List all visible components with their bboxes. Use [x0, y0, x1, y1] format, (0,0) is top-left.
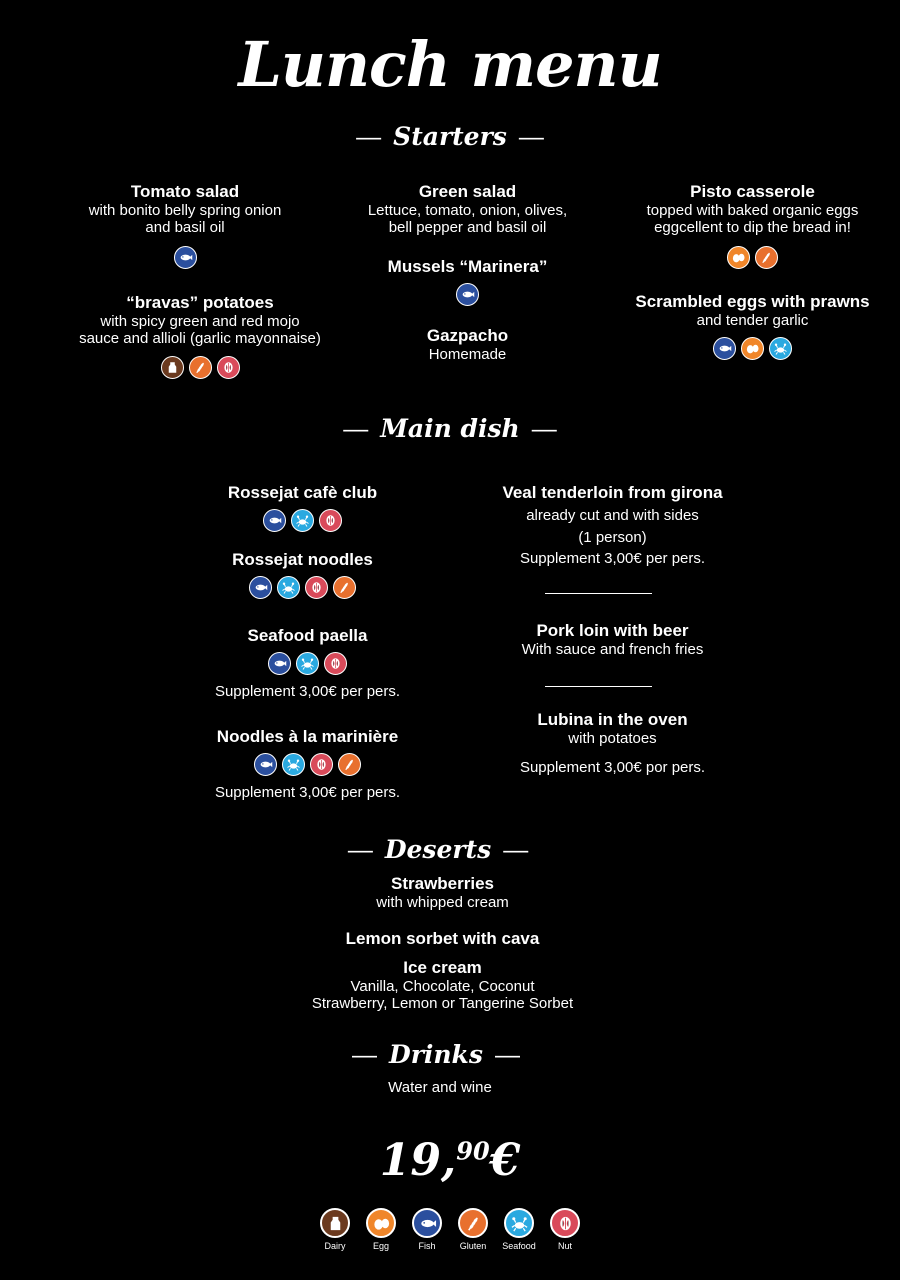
item-name: Lubina in the oven: [537, 710, 688, 729]
section-deserts-header: — Deserts —: [347, 835, 529, 864]
seafood-icon: [282, 753, 305, 776]
item-desc: with potatoes: [568, 730, 657, 747]
allergen-icons: [605, 337, 900, 360]
menu-item-ice-cream: [250, 958, 635, 1012]
item-desc: eggcellent to dip the bread in!: [654, 219, 851, 236]
item-name: Scrambled eggs with prawns: [635, 292, 870, 311]
legend-item: [547, 1208, 583, 1251]
allergen-icons: [180, 576, 425, 599]
item-desc: already cut and with sides: [526, 507, 699, 524]
gluten-icon: [333, 576, 356, 599]
legend-label: Dairy: [324, 1241, 346, 1251]
allergen-icons: [180, 652, 435, 675]
nut-icon: [550, 1208, 580, 1238]
nut-icon: [310, 753, 333, 776]
item-desc: bell pepper and basil oil: [388, 219, 547, 236]
nut-icon: [319, 509, 342, 532]
fish-icon: [412, 1208, 442, 1238]
seafood-icon: [291, 509, 314, 532]
divider: [545, 686, 652, 687]
section-main-header: — Main dish —: [343, 414, 557, 443]
gluten-icon: [755, 246, 778, 269]
item-supplement: Supplement 3,00€ por pers.: [519, 759, 706, 776]
menu-item-green-salad: [320, 182, 615, 236]
item-desc: Homemade: [428, 346, 507, 363]
price-currency: €: [489, 1135, 521, 1186]
item-name: Gazpacho: [426, 326, 509, 345]
menu-item-pisto: [605, 182, 900, 269]
item-name: “bravas” potatoes: [126, 293, 274, 312]
fish-icon: [263, 509, 286, 532]
item-desc: topped with baked organic eggs: [646, 202, 859, 219]
item-name: Rossejat noodles: [232, 550, 373, 569]
item-name: Seafood paella: [247, 626, 368, 645]
item-desc: and basil oil: [145, 219, 225, 236]
item-name: Rossejat cafè club: [227, 483, 378, 502]
item-desc: With sauce and french fries: [521, 641, 704, 658]
menu-item-rossejat-club: [180, 483, 425, 532]
item-name: Ice cream: [403, 958, 482, 977]
fish-icon: [268, 652, 291, 675]
item-desc: Strawberry, Lemon or Tangerine Sorbet: [311, 995, 574, 1012]
allergen-icons: [180, 509, 425, 532]
page-title: Lunch menu: [238, 28, 662, 101]
item-name: Noodles à la marinière: [216, 727, 399, 746]
menu-item-lemon-sorbet: [250, 929, 635, 949]
allergen-icons: [180, 753, 435, 776]
menu-item-strawberries: [250, 874, 635, 911]
legend-item: [455, 1208, 491, 1251]
legend-label: Egg: [372, 1241, 389, 1251]
menu-item-noodles-mariniere: [180, 727, 435, 802]
menu-item-mussels: [320, 257, 615, 306]
item-desc: (1 person): [578, 529, 647, 546]
menu-item-seafood-paella: [180, 626, 435, 701]
seafood-icon: [504, 1208, 534, 1238]
item-desc: with spicy green and red mojo: [100, 313, 300, 330]
legend-item: [501, 1208, 537, 1251]
item-name: Lemon sorbet with cava: [345, 929, 540, 948]
menu-item-tomato-salad: [40, 182, 330, 269]
egg-icon: [741, 337, 764, 360]
section-main-label: Main dish: [380, 414, 520, 443]
item-supplement: Supplement 3,00€ per pers.: [519, 550, 706, 567]
item-name: Green salad: [418, 182, 517, 201]
legend-item: [409, 1208, 445, 1251]
nut-icon: [305, 576, 328, 599]
item-name: Pork loin with beer: [536, 621, 689, 640]
egg-icon: [727, 246, 750, 269]
item-supplement: Supplement 3,00€ per pers.: [214, 784, 401, 801]
item-name: Veal tenderloin from girona: [502, 483, 723, 502]
seafood-icon: [277, 576, 300, 599]
price-cents: 90: [456, 1136, 490, 1166]
allergen-icons: [40, 246, 330, 269]
nut-icon: [324, 652, 347, 675]
fish-icon: [174, 246, 197, 269]
menu-item-rossejat-noodles: [180, 550, 425, 599]
allergen-icons: [40, 356, 360, 379]
item-desc: Vanilla, Chocolate, Coconut: [350, 978, 535, 995]
menu-price: [0, 1135, 900, 1186]
seafood-icon: [296, 652, 319, 675]
section-deserts-label: Deserts: [384, 835, 492, 864]
section-starters-header: — Starters —: [356, 122, 544, 151]
nut-icon: [217, 356, 240, 379]
fish-icon: [713, 337, 736, 360]
section-starters-label: Starters: [393, 122, 507, 151]
legend-item: [317, 1208, 353, 1251]
section-drinks-header: — Drinks —: [352, 1040, 520, 1069]
legend-item: [363, 1208, 399, 1251]
gluten-icon: [458, 1208, 488, 1238]
legend-label: Fish: [418, 1241, 436, 1251]
item-desc: with whipped cream: [376, 894, 509, 911]
menu-item-lubina: [470, 710, 755, 777]
legend-label: Gluten: [459, 1241, 487, 1251]
seafood-icon: [769, 337, 792, 360]
menu-item-pork-loin: [470, 621, 755, 658]
dairy-icon: [320, 1208, 350, 1238]
fish-icon: [249, 576, 272, 599]
egg-icon: [366, 1208, 396, 1238]
item-desc: Water and wine: [388, 1079, 492, 1096]
gluten-icon: [338, 753, 361, 776]
item-name: Pisto casserole: [690, 182, 815, 201]
divider: [545, 593, 652, 594]
fish-icon: [456, 283, 479, 306]
allergen-legend: [0, 1208, 900, 1251]
section-drinks-label: Drinks: [389, 1040, 483, 1069]
menu-item-veal-tenderloin: [470, 483, 755, 569]
fish-icon: [254, 753, 277, 776]
allergen-icons: [605, 246, 900, 269]
price-main: 19,: [379, 1135, 457, 1186]
item-desc: with bonito belly spring onion: [88, 202, 282, 219]
menu-item-gazpacho: [320, 326, 615, 363]
allergen-icons: [320, 283, 615, 306]
gluten-icon: [189, 356, 212, 379]
legend-label: Seafood: [502, 1241, 536, 1251]
legend-label: Nut: [557, 1241, 572, 1251]
item-desc: sauce and allioli (garlic mayonnaise): [79, 330, 321, 347]
item-name: Tomato salad: [130, 182, 240, 201]
dairy-icon: [161, 356, 184, 379]
item-desc: and tender garlic: [696, 312, 809, 329]
menu-item-scrambled-eggs: [605, 292, 900, 360]
item-desc: Lettuce, tomato, onion, olives,: [367, 202, 568, 219]
item-supplement: Supplement 3,00€ per pers.: [214, 683, 401, 700]
menu-item-bravas-potatoes: [40, 293, 360, 379]
item-name: Mussels “Marinera”: [387, 257, 548, 276]
item-name: Strawberries: [391, 874, 494, 893]
menu-item-drinks: [250, 1079, 630, 1096]
